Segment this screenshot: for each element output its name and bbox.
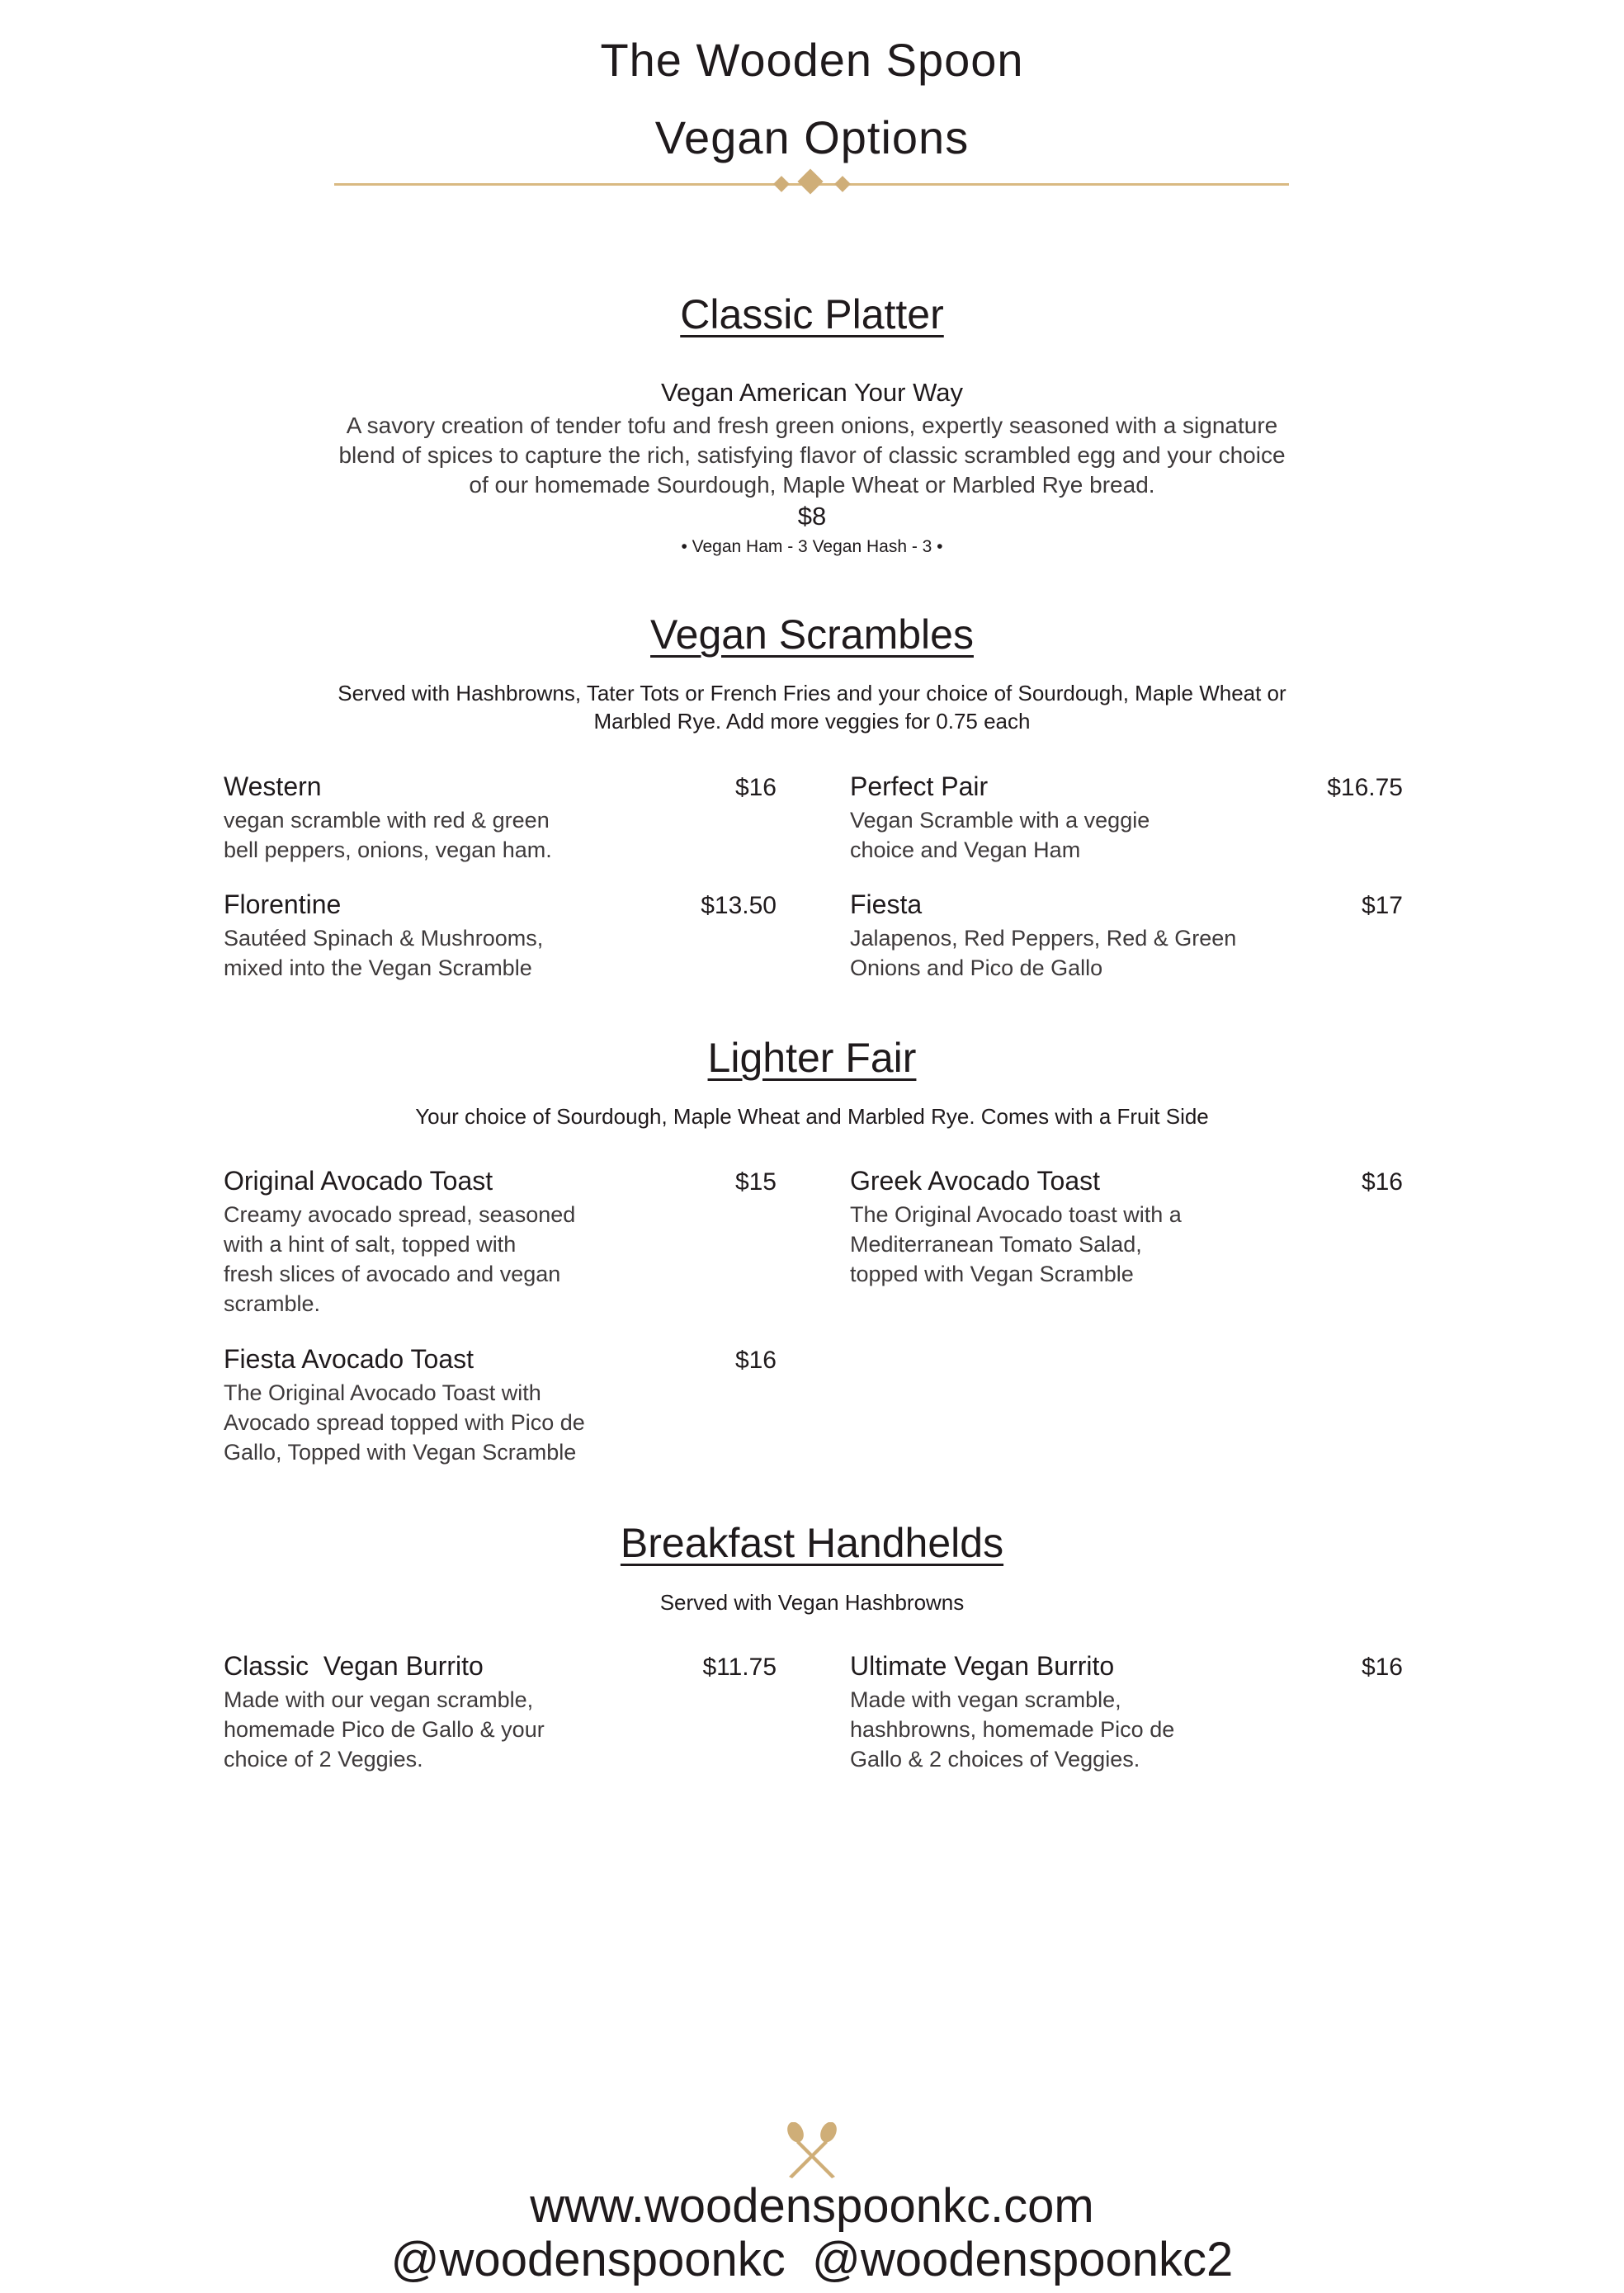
item-price: $16.75 [1327,774,1403,801]
item-price: $16 [1361,1168,1403,1196]
crossed-spoons-icon [782,2122,842,2180]
item-name: Western [224,771,322,801]
section-note-lighter-fair: Your choice of Sourdough, Maple Wheat and Marbled Rye. Comes with a Fruit Side [415,1104,1209,1129]
menu-item-ultimate-vegan-burrito [850,1651,1403,1774]
item-description: The Original Avocado toast with a Mediterranean Tomato Salad, topped with Vegan Scramble [850,1202,1182,1286]
small-diamond-right-icon [834,176,851,192]
section-title-breakfast-handhelds: Breakfast Handhelds [620,1520,1004,1566]
menu-item-florentine [224,889,777,983]
small-diamond-left-icon [773,176,790,192]
menu-item-fiesta-avocado-toast [224,1344,777,1467]
item-name: Fiesta Avocado Toast [224,1344,474,1374]
featured-item-addons: • Vegan Ham - 3 Vegan Hash - 3 • [681,537,943,556]
item-description: The Original Avocado Toast with Avocado spread topped with Pico de Gallo, Topped with Vegan Scramble [224,1380,585,1465]
featured-item-name: Vegan American Your Way [661,378,963,407]
section-title-vegan-scrambles: Vegan Scrambles [650,611,974,658]
item-name: Perfect Pair [850,771,989,801]
featured-item-price: $8 [797,502,827,531]
item-description: Creamy avocado spread, seasoned with a hint of salt, topped with fresh slices of avocado and vegan scramble. [224,1202,576,1316]
menu-item-original-avocado-toast [224,1166,777,1319]
item-price: $16 [734,774,777,801]
item-description: Made with our vegan scramble, homemade Pico de Gallo & your choice of 2 Veggies. [224,1687,545,1772]
item-name: Ultimate Vegan Burrito [850,1651,1115,1681]
menu-item-fiesta [850,889,1403,983]
social-handles: @woodenspoonkc @woodenspoonkc2 [390,2233,1234,2286]
item-price: $13.50 [701,892,777,919]
item-description: Vegan Scramble with a veggie choice and Vegan Ham [850,808,1150,862]
item-name: Florentine [224,889,342,919]
item-price: $11.75 [702,1654,777,1681]
item-name: Fiesta [850,889,923,919]
item-description: Jalapenos, Red Peppers, Red & Green Onions and Pico de Gallo [850,926,1237,980]
menu-subtitle: Vegan Options [654,111,970,163]
menu-item-western [224,771,777,865]
item-description: Made with vegan scramble, hashbrowns, homemade Pico de Gallo & 2 choices of Veggies. [850,1687,1175,1772]
menu-item-greek-avocado-toast [850,1166,1403,1289]
item-description: vegan scramble with red & green bell peppers, onions, vegan ham. [224,808,552,862]
item-name: Classic Vegan Burrito [224,1651,484,1681]
menu-item-perfect-pair [850,771,1403,865]
restaurant-name: The Wooden Spoon [600,34,1024,86]
item-price: $17 [1361,892,1403,919]
section-note-vegan-scrambles: Served with Hashbrowns, Tater Tots or French Fries and your choice of Sourdough, Maple Wheat or Marbled Rye. Add more veggies for 0.75 each [338,681,1286,734]
section-title-classic-platter: Classic Platter [680,291,944,337]
section-title-lighter-fair: Lighter Fair [707,1035,917,1081]
item-name: Original Avocado Toast [224,1166,493,1196]
item-price: $16 [1361,1654,1403,1681]
menu-item-classic-vegan-burrito [224,1651,777,1774]
item-price: $16 [734,1347,777,1374]
large-diamond-icon [797,168,823,194]
item-name: Greek Avocado Toast [850,1166,1101,1196]
featured-item-description: A savory creation of tender tofu and fresh green onions, expertly seasoned with a signature blend of spices to capture the rich, satisfying flavor of classic scrambled egg and your choice of our homemade Sourdough, Maple Wheat or Marbled Rye bread. [338,413,1286,498]
section-note-breakfast-handhelds: Served with Vegan Hashbrowns [659,1590,965,1615]
item-price: $15 [734,1168,777,1196]
website-link[interactable]: www.woodenspoonkc.com [530,2179,1094,2233]
item-description: Sautéed Spinach & Mushrooms, mixed into the Vegan Scramble [224,926,544,980]
